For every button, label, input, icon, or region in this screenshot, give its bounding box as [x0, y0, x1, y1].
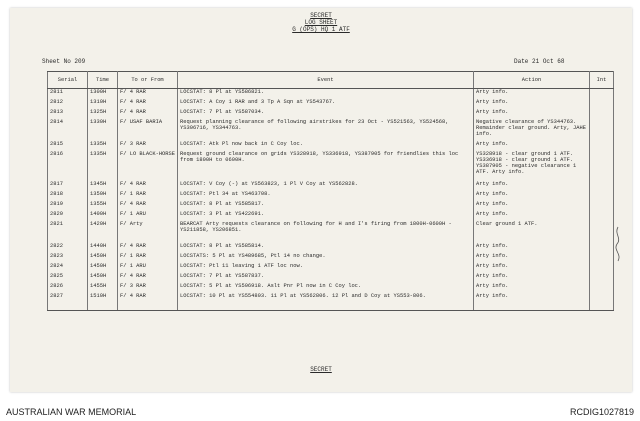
col-header-action: Action	[474, 72, 590, 89]
table-row	[48, 191, 614, 201]
cell-serial: 2825	[48, 273, 88, 283]
cell-event: LOCSTAT: V Coy (-) at YS563823, 1 Pl V Coy at YS562828.	[178, 181, 474, 191]
cell-time: 1450H	[88, 263, 118, 273]
cell-time: 1345H	[88, 181, 118, 191]
cell-int	[590, 99, 614, 109]
cell-serial: 2812	[48, 99, 88, 109]
cell-time: 1325H	[88, 109, 118, 119]
cell-action: Arty info.	[474, 211, 590, 221]
cell-action: Arty info.	[474, 109, 590, 119]
margin-pencil-mark	[613, 226, 623, 262]
log-sheet-page	[10, 8, 632, 392]
cell-time: 1450H	[88, 253, 118, 263]
cell-to-from: F/ 4 RAR	[118, 109, 178, 119]
cell-int	[590, 253, 614, 263]
cell-time: 1440H	[88, 243, 118, 253]
cell-action: Arty info.	[474, 273, 590, 283]
cell-time: 1510H	[88, 293, 118, 311]
cell-time: 1450H	[88, 273, 118, 283]
table-row	[48, 243, 614, 253]
sheet-number-label: Sheet No	[42, 58, 71, 65]
cell-time: 1330H	[88, 119, 118, 141]
table-row	[48, 89, 614, 99]
cell-int	[590, 119, 614, 141]
cell-serial: 2817	[48, 181, 88, 191]
classification-top: SECRET	[310, 12, 332, 19]
cell-action: Negative clearance of YS344763. Remainder clear ground. Arty, JAHE info.	[474, 119, 590, 141]
cell-time: 1400H	[88, 211, 118, 221]
cell-to-from: F/ 4 RAR	[118, 243, 178, 253]
cell-time: 1310H	[88, 99, 118, 109]
table-row	[48, 253, 614, 263]
classification-bottom: SECRET	[310, 366, 332, 373]
cell-event: LOCSTAT: 10 Pl at YS554803. 11 Pl at YS562806. 12 Pl and D Coy at YS553-806.	[178, 293, 474, 311]
sheet-number	[42, 58, 85, 65]
cell-event: LOCSTAT: 8 Pl at YS586821.	[178, 89, 474, 99]
cell-event: LOCSTAT: Atk Pl now back in C Coy loc.	[178, 141, 474, 151]
table-header-row	[48, 72, 614, 89]
cell-int	[590, 293, 614, 311]
cell-int	[590, 273, 614, 283]
log-table-body	[48, 89, 614, 311]
table-row	[48, 181, 614, 191]
table-row	[48, 273, 614, 283]
table-row	[48, 211, 614, 221]
sheet-title: LOG SHEET	[304, 19, 338, 26]
cell-to-from: F/ 1 RAR	[118, 253, 178, 263]
cell-serial: 2814	[48, 119, 88, 141]
cell-time: 1300H	[88, 89, 118, 99]
cell-int	[590, 89, 614, 99]
cell-event: LOCSTAT: 7 Pl at YS587837.	[178, 273, 474, 283]
cell-serial: 2827	[48, 293, 88, 311]
table-row	[48, 109, 614, 119]
cell-to-from: F/ 1 ARU	[118, 263, 178, 273]
cell-to-from: F/ USAF BARIA	[118, 119, 178, 141]
cell-action: Arty info.	[474, 181, 590, 191]
table-row	[48, 99, 614, 109]
cell-serial: 2815	[48, 141, 88, 151]
unit-name: G (OPS) HQ 1 ATF	[292, 26, 350, 33]
cell-event: LOCSTAT: 8 Pl at YS585814.	[178, 243, 474, 253]
cell-event: LOCSTAT: Ptl 34 at YS463708.	[178, 191, 474, 201]
cell-action: Arty info.	[474, 253, 590, 263]
cell-to-from: F/ 4 RAR	[118, 293, 178, 311]
date-value: 21 Oct 68	[532, 58, 565, 65]
sheet-number-value: 209	[74, 58, 86, 65]
cell-serial: 2823	[48, 253, 88, 263]
cell-time: 1350H	[88, 191, 118, 201]
log-table	[47, 71, 614, 311]
cell-int	[590, 221, 614, 243]
cell-action: Arty info.	[474, 141, 590, 151]
cell-time: 1355H	[88, 201, 118, 211]
cell-action: Arty info.	[474, 293, 590, 311]
cell-serial: 2821	[48, 221, 88, 243]
cell-serial: 2819	[48, 201, 88, 211]
cell-to-from: F/ 4 RAR	[118, 89, 178, 99]
table-row	[48, 221, 614, 243]
cell-to-from: F/ Arty	[118, 221, 178, 243]
cell-time: 1335H	[88, 151, 118, 181]
table-row	[48, 141, 614, 151]
cell-to-from: F/ LO BLACK-HORSE	[118, 151, 178, 181]
sheet-header	[10, 12, 632, 33]
cell-serial: 2816	[48, 151, 88, 181]
cell-to-from: F/ 4 RAR	[118, 273, 178, 283]
cell-int	[590, 283, 614, 293]
cell-event: BEARCAT Arty requests clearance on following for H and I's firing from 1800H-0600H - YS211858, YS206851.	[178, 221, 474, 243]
cell-int	[590, 211, 614, 221]
cell-int	[590, 181, 614, 191]
cell-serial: 2818	[48, 191, 88, 201]
cell-action: Arty info.	[474, 191, 590, 201]
table-row	[48, 263, 614, 273]
cell-event: LOCSTAT: 5 Pl at YS506918. Aslt Pnr Pl now in C Coy loc.	[178, 283, 474, 293]
cell-serial: 2824	[48, 263, 88, 273]
cell-time: 1335H	[88, 141, 118, 151]
cell-serial: 2811	[48, 89, 88, 99]
col-header-event: Event	[178, 72, 474, 89]
cell-to-from: F/ 4 RAR	[118, 99, 178, 109]
cell-serial: 2826	[48, 283, 88, 293]
cell-int	[590, 201, 614, 211]
col-header-serial: Serial	[48, 72, 88, 89]
cell-time: 1455H	[88, 283, 118, 293]
cell-event: LOCSTAT: 7 Pl at YS587034.	[178, 109, 474, 119]
cell-to-from: F/ 4 RAR	[118, 201, 178, 211]
cell-event: LOCSTAT: 8 Pl at YS585817.	[178, 201, 474, 211]
cell-event: Request planning clearance of following airstrikes for 23 Oct - YS521563, YS524568, YS306716, YS344763.	[178, 119, 474, 141]
cell-serial: 2813	[48, 109, 88, 119]
table-row	[48, 119, 614, 141]
col-header-time: Time	[88, 72, 118, 89]
cell-time: 1420H	[88, 221, 118, 243]
cell-to-from: F/ 1 ARU	[118, 211, 178, 221]
cell-int	[590, 151, 614, 181]
archive-watermark: AUSTRALIAN WAR MEMORIAL	[6, 407, 137, 417]
cell-event: LOCSTAT: 3 Pl at YS422691.	[178, 211, 474, 221]
sheet-date	[514, 58, 564, 65]
table-row	[48, 201, 614, 211]
cell-action: YS328918 - clear ground 1 ATF. YS336918 - clear ground 1 ATF. YS387905 - negative clearance 1 ATF. Arty info.	[474, 151, 590, 181]
cell-int	[590, 141, 614, 151]
cell-event: LOCSTAT: Ptl 11 leaving 1 ATF loc now.	[178, 263, 474, 273]
cell-to-from: F/ 1 RAR	[118, 191, 178, 201]
cell-int	[590, 243, 614, 253]
cell-serial: 2822	[48, 243, 88, 253]
date-label: Date	[514, 58, 529, 65]
cell-action: Arty info.	[474, 263, 590, 273]
table-row	[48, 151, 614, 181]
cell-int	[590, 263, 614, 273]
cell-action: Arty info.	[474, 283, 590, 293]
cell-action: Arty info.	[474, 99, 590, 109]
table-row	[48, 283, 614, 293]
cell-to-from: F/ 3 RAR	[118, 141, 178, 151]
col-header-int: Int	[590, 72, 614, 89]
cell-to-from: F/ 3 RAR	[118, 283, 178, 293]
cell-event: LOCSTAT: A Coy 1 RAR and 3 Tp A Sqn at YS543767.	[178, 99, 474, 109]
cell-event: Request ground clearance on grids YS328918, YS336918, YS387905 for friendlies this loc from 1800H to 0600H.	[178, 151, 474, 181]
cell-int	[590, 109, 614, 119]
cell-action: Arty info.	[474, 243, 590, 253]
cell-serial: 2820	[48, 211, 88, 221]
archive-reference: RCDIG1027819	[569, 407, 634, 417]
cell-action: Arty info.	[474, 89, 590, 99]
cell-to-from: F/ 4 RAR	[118, 181, 178, 191]
table-row	[48, 293, 614, 311]
cell-event: LOCSTATS: 5 Pl at YS489685, Ptl 14 no change.	[178, 253, 474, 263]
col-header-to-from: To or From	[118, 72, 178, 89]
cell-int	[590, 191, 614, 201]
cell-action: Arty info.	[474, 201, 590, 211]
cell-action: Clear ground 1 ATF.	[474, 221, 590, 243]
